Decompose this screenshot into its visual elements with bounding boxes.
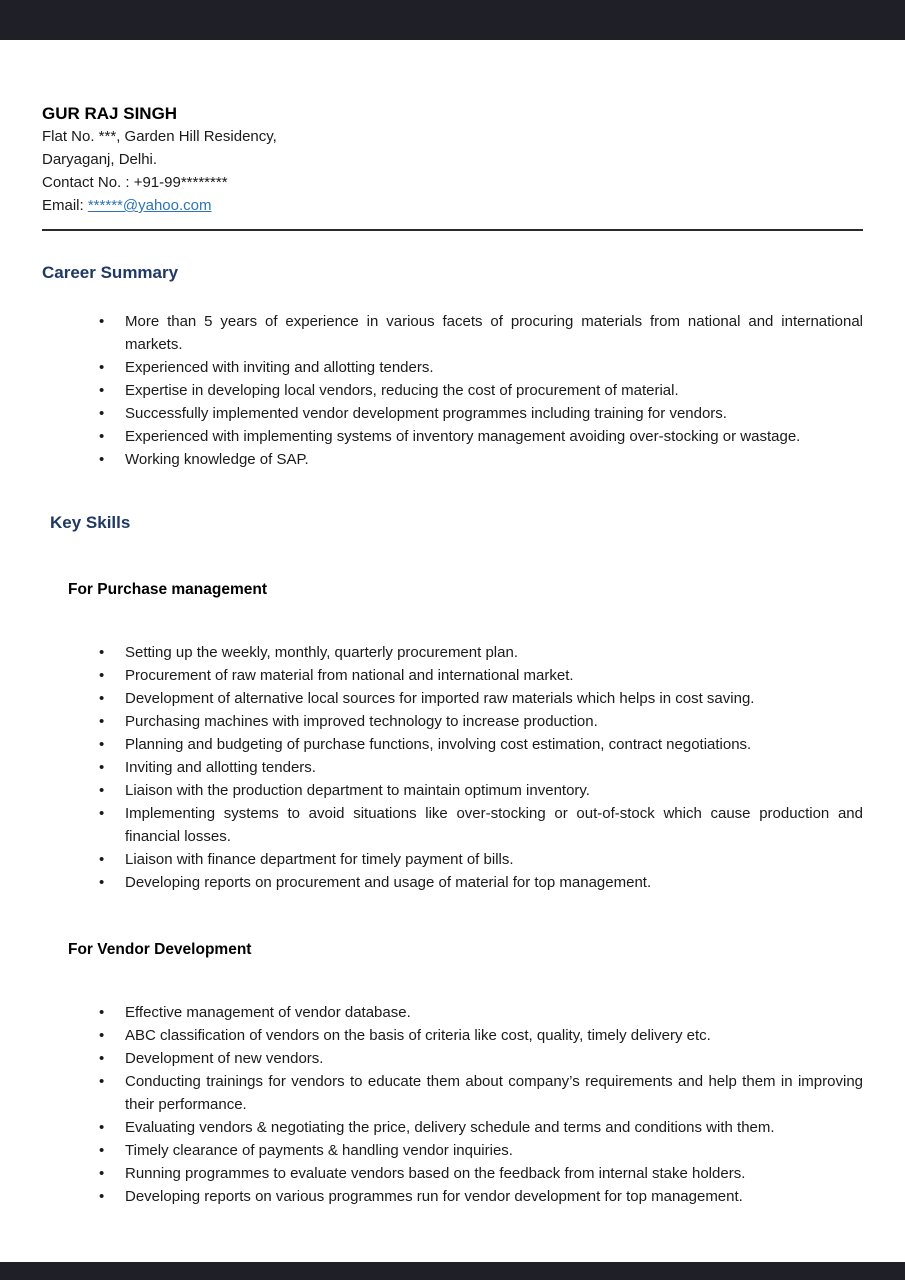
bullet-item: • Expertise in developing local vendors, reducing the cost of procurement of material. [125, 379, 863, 402]
bottom-border-bar [0, 1262, 905, 1280]
bullet-item: • Setting up the weekly, monthly, quarterly procurement plan. [125, 641, 863, 664]
contact-header [42, 102, 863, 231]
career-summary-list [42, 310, 863, 471]
bullet-item: • Timely clearance of payments & handling vendor inquiries. [125, 1139, 863, 1162]
subheading-vendor-development: For Vendor Development [68, 941, 252, 958]
bullet-item: • More than 5 years of experience in various facets of procuring materials from national and international markets. [125, 310, 863, 356]
bullet-item: • Development of alternative local sources for imported raw materials which helps in cost saving. [125, 687, 863, 710]
subheading-purchase-management: For Purchase management [68, 581, 267, 598]
bullet-item: • Evaluating vendors & negotiating the price, delivery schedule and terms and conditions with them. [125, 1116, 863, 1139]
bullet-item: • Developing reports on various programmes run for vendor development for top management. [125, 1185, 863, 1208]
bullet-item: • Implementing systems to avoid situations like over-stocking or out-of-stock which cause production and financial losses. [125, 802, 863, 848]
bullet-item: • Effective management of vendor database. [125, 1001, 863, 1024]
vendor-development-list [42, 1001, 863, 1208]
top-border-bar [0, 0, 905, 40]
bullet-item: • Experienced with implementing systems of inventory management avoiding over-stocking or wastage. [125, 425, 863, 448]
contact-number: Contact No. : +91-99******** [42, 174, 228, 191]
address-line-1: Flat No. ***, Garden Hill Residency, [42, 128, 277, 145]
resume-content [0, 40, 905, 1208]
bullet-item: • Purchasing machines with improved technology to increase production. [125, 710, 863, 733]
bullet-item: • Developing reports on procurement and usage of material for top management. [125, 871, 863, 894]
bullet-item: • Liaison with the production department to maintain optimum inventory. [125, 779, 863, 802]
email-label: Email: [42, 197, 88, 214]
purchase-management-list [42, 641, 863, 894]
bullet-item: • Inviting and allotting tenders. [125, 756, 863, 779]
bullet-item: • Procurement of raw material from national and international market. [125, 664, 863, 687]
candidate-name: GUR RAJ SINGH [42, 104, 178, 123]
section-title-career-summary: Career Summary [42, 263, 179, 282]
bullet-item: • Conducting trainings for vendors to educate them about company’s requirements and help them in improving their performance. [125, 1070, 863, 1116]
bullet-item: • Planning and budgeting of purchase functions, involving cost estimation, contract negotiations. [125, 733, 863, 756]
bullet-item: • ABC classification of vendors on the basis of criteria like cost, quality, timely delivery etc. [125, 1024, 863, 1047]
email-line [42, 194, 863, 217]
address-line-2: Daryaganj, Delhi. [42, 151, 158, 168]
bullet-item: • Running programmes to evaluate vendors based on the feedback from internal stake holders. [125, 1162, 863, 1185]
bullet-item: • Liaison with finance department for timely payment of bills. [125, 848, 863, 871]
bullet-item: • Development of new vendors. [125, 1047, 863, 1070]
bullet-item: • Working knowledge of SAP. [125, 448, 863, 471]
header-divider [42, 229, 863, 231]
bullet-item: • Experienced with inviting and allotting tenders. [125, 356, 863, 379]
bullet-item: • Successfully implemented vendor development programmes including training for vendors. [125, 402, 863, 425]
email-link[interactable]: ******@yahoo.com [87, 197, 212, 214]
section-title-key-skills: Key Skills [50, 513, 131, 532]
